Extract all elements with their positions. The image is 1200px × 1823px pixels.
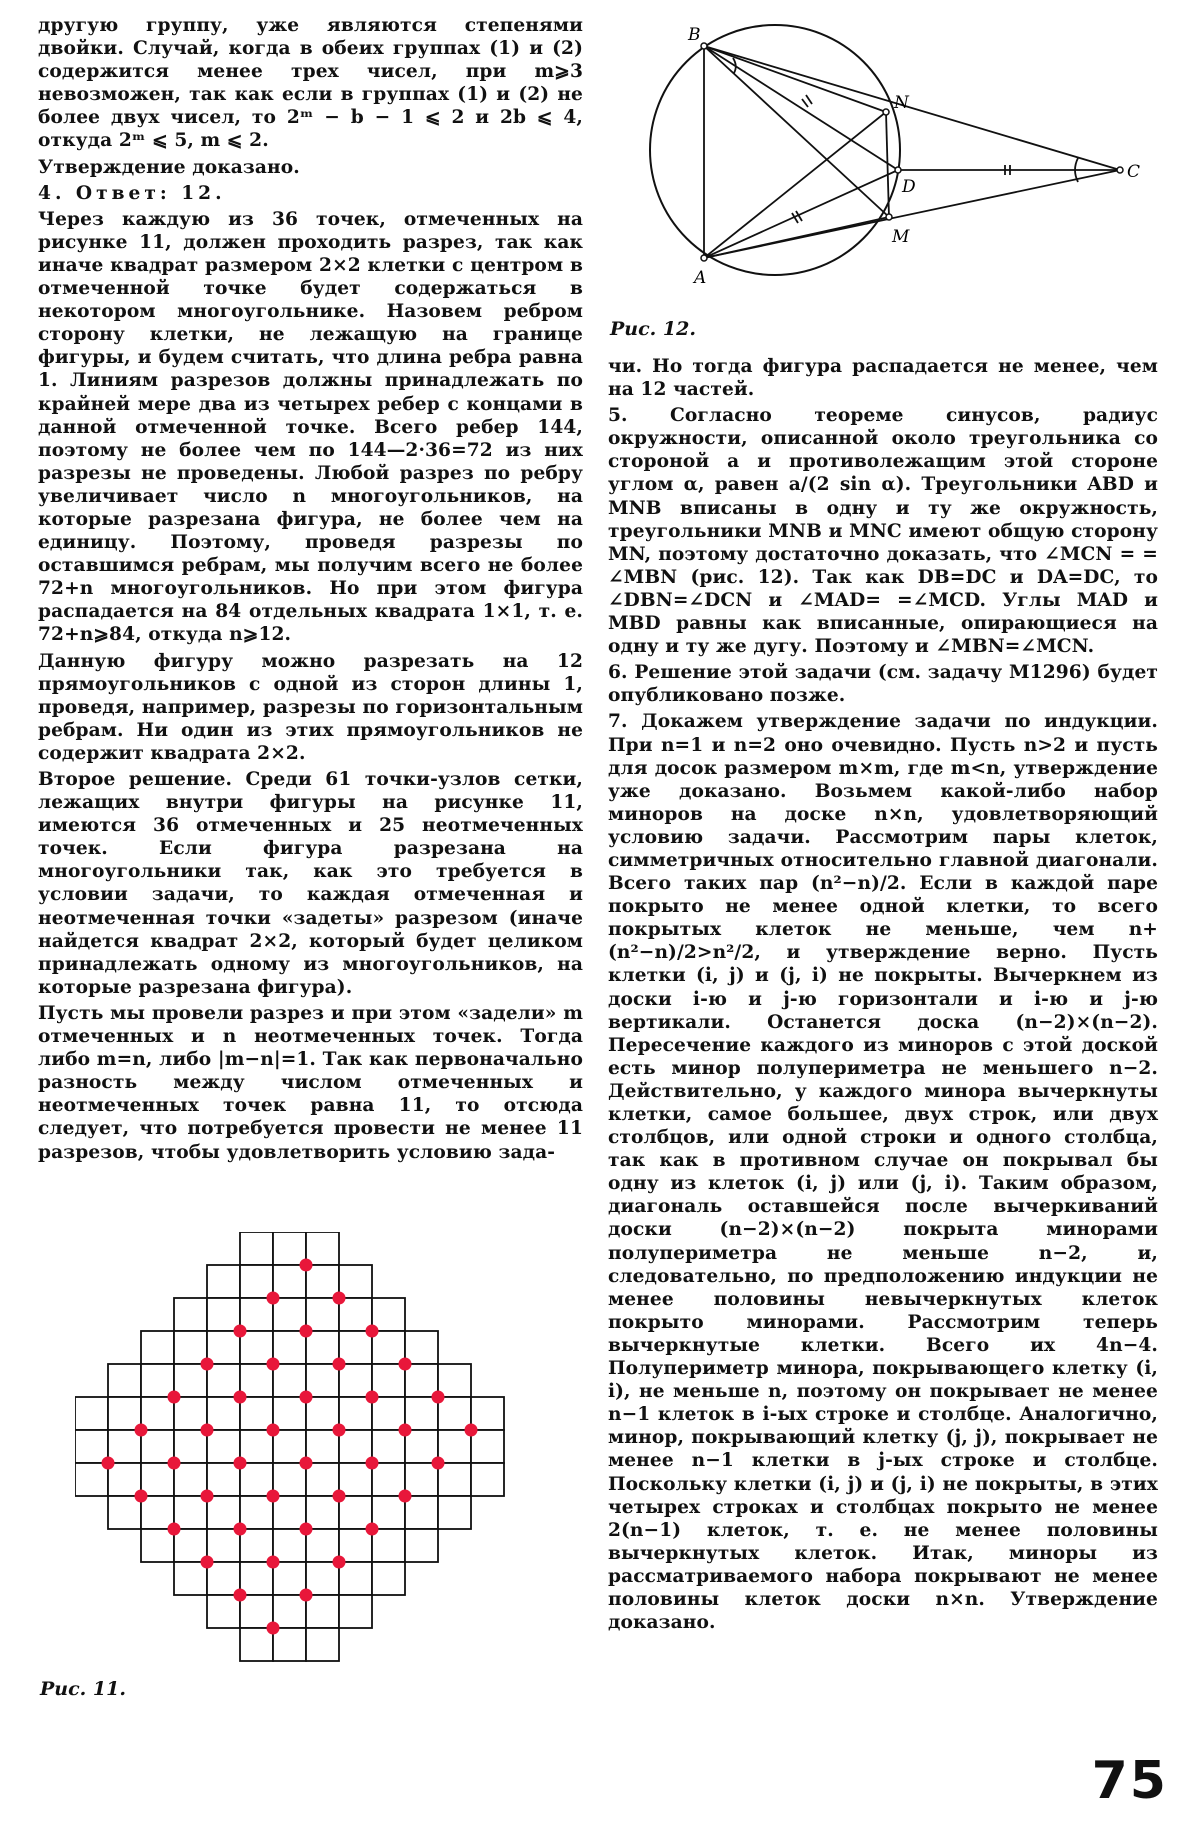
grid-cell (339, 1595, 372, 1628)
grid-cell (471, 1430, 504, 1463)
grid-cell (141, 1463, 174, 1496)
figure-12-caption: Рис. 12. (610, 318, 696, 340)
label-c: C (1127, 162, 1141, 182)
grid-cell (207, 1397, 240, 1430)
grid-cell (240, 1463, 273, 1496)
marked-point (168, 1523, 181, 1536)
left-column (38, 14, 583, 1164)
marked-point (168, 1457, 181, 1470)
right-column (608, 355, 1158, 1634)
marked-point (366, 1325, 379, 1338)
grid-cell (273, 1298, 306, 1331)
grid-cell (207, 1562, 240, 1595)
point-b (701, 43, 707, 49)
point-n (883, 109, 889, 115)
marked-point (267, 1292, 280, 1305)
grid-cell (174, 1430, 207, 1463)
grid-cell (141, 1397, 174, 1430)
point-c (1117, 167, 1123, 173)
grid-cell (273, 1397, 306, 1430)
grid-cell (372, 1430, 405, 1463)
marked-point (399, 1358, 412, 1371)
marked-point (300, 1589, 313, 1602)
grid-cell (273, 1562, 306, 1595)
grid-cell (174, 1562, 207, 1595)
grid-cell (207, 1364, 240, 1397)
figure-12 (610, 20, 1170, 320)
grid-cell (405, 1463, 438, 1496)
grid-cell (240, 1562, 273, 1595)
grid-cell (174, 1463, 207, 1496)
point-m (886, 214, 892, 220)
grid-cell (207, 1265, 240, 1298)
label-a: A (694, 268, 707, 288)
segment-bd (704, 46, 898, 170)
grid-cell (306, 1331, 339, 1364)
grid-cell (273, 1364, 306, 1397)
label-b: B (688, 25, 701, 45)
grid-cell (75, 1463, 108, 1496)
marked-point (267, 1424, 280, 1437)
grid-cell (438, 1496, 471, 1529)
grid-cell (108, 1397, 141, 1430)
marked-point (333, 1358, 346, 1371)
grid-cell (141, 1430, 174, 1463)
marked-point (201, 1556, 214, 1569)
grid-cell (240, 1364, 273, 1397)
grid-cell (273, 1463, 306, 1496)
grid-cell (306, 1463, 339, 1496)
grid-cell (471, 1397, 504, 1430)
tick-bd (802, 99, 808, 107)
grid-cell (306, 1529, 339, 1562)
grid-cell (273, 1529, 306, 1562)
marked-point (366, 1391, 379, 1404)
grid-cell (372, 1331, 405, 1364)
grid-cell (240, 1331, 273, 1364)
grid-cell (438, 1463, 471, 1496)
grid-cell (240, 1265, 273, 1298)
grid-cell (339, 1430, 372, 1463)
marked-point (267, 1490, 280, 1503)
grid-cell (141, 1364, 174, 1397)
marked-point (300, 1325, 313, 1338)
grid-cell (405, 1496, 438, 1529)
paragraph: 6. Решение этой задачи (см. задачу М1296) будет опубликовано позже. (608, 662, 1158, 707)
grid-cell (372, 1364, 405, 1397)
grid-cell (273, 1430, 306, 1463)
grid-cell (306, 1298, 339, 1331)
grid-cell (405, 1529, 438, 1562)
grid-cell (174, 1331, 207, 1364)
grid-cell (306, 1397, 339, 1430)
marked-point (234, 1391, 247, 1404)
grid-cell (174, 1364, 207, 1397)
label-m: M (892, 227, 910, 247)
grid-cell (108, 1430, 141, 1463)
grid-cell (405, 1331, 438, 1364)
grid-cell (372, 1463, 405, 1496)
marked-point (333, 1292, 346, 1305)
grid-cell (339, 1463, 372, 1496)
grid-cell (108, 1364, 141, 1397)
paragraph: Данную фигуру можно разрезать на 12 прямоугольников с одной из сторон длины 1, проведя, например, разрезы по горизонтальным ребрам. Ни один из этих прямоугольников не содержит квадрата 2×2. (38, 650, 583, 764)
grid-cell (240, 1595, 273, 1628)
grid-cell (240, 1430, 273, 1463)
marked-point (432, 1391, 445, 1404)
marked-point (102, 1457, 115, 1470)
grid-cell (339, 1529, 372, 1562)
grid-cell (273, 1628, 306, 1661)
paragraph: Пусть мы провели разрез и при этом «задели» m отмеченных и n неотмеченных точек. Тогда либо m=n, либо |m−n|=1. Так как первоначально разность между числом отмеченных и неотмеченных точек равна 11, то отсюда следует, что потребуется провести не менее 11 разрезов, чтобы удовлетворить условию зада- (38, 1002, 583, 1163)
figure-12-lines (704, 46, 1120, 258)
grid-cell (339, 1562, 372, 1595)
grid-cell (240, 1397, 273, 1430)
grid-cell (240, 1232, 273, 1265)
grid-cell (372, 1529, 405, 1562)
marked-point (267, 1358, 280, 1371)
grid-cell (405, 1397, 438, 1430)
answer-heading: 4. Ответ: 12. (38, 182, 226, 204)
grid-cell (339, 1364, 372, 1397)
point-d (895, 167, 901, 173)
circumcircle (650, 25, 900, 275)
marked-point (300, 1457, 313, 1470)
marked-point (267, 1556, 280, 1569)
segment-an (704, 112, 886, 258)
paragraph: другую группу, уже являются степенями двойки. Случай, когда в обеих группах (1) и (2) содержится менее трех чисел, при m⩾3 невозможен, так как если в группах (1) и (2) не более двух чисел, то 2ᵐ − b − 1 ⩽ 2 и 2b ⩽ 4, откуда 2ᵐ ⩽ 5, m ⩽ 2. (38, 15, 583, 152)
grid-cell (207, 1595, 240, 1628)
grid-cell (207, 1430, 240, 1463)
marked-point (399, 1424, 412, 1437)
label-d: D (902, 177, 916, 197)
marked-point (300, 1391, 313, 1404)
grid-cell (438, 1430, 471, 1463)
grid-cell (273, 1265, 306, 1298)
grid-cell (372, 1496, 405, 1529)
grid-cell (438, 1364, 471, 1397)
marked-point (234, 1523, 247, 1536)
grid-cells (75, 1232, 504, 1661)
grid-cell (306, 1232, 339, 1265)
grid-cell (174, 1397, 207, 1430)
marked-point (168, 1391, 181, 1404)
grid-cell (273, 1595, 306, 1628)
grid-cell (141, 1529, 174, 1562)
grid-cell (75, 1397, 108, 1430)
marked-point (399, 1490, 412, 1503)
segment-bc (704, 46, 1120, 170)
paragraph: Через каждую из 36 точек, отмеченных на рисунке 11, должен проходить разрез, так как иначе квадрат размером 2×2 клетки с центром в отмеченной точке будет содержаться в некотором многоугольнике. Назовем ребром сторону клетки, не лежащую на границе фигуры, и будем считать, что длина ребра равна 1. Линиям разрезов должны принадлежать по крайней мере два из четырех ребер с концами в данной отмеченной точке. Всего ребер 144, поэтому не более чем по 144—2·36=72 из них разрезы не проведены. Любой разрез по ребру увеличивает число n многоугольников, на которые разрезана фигура, не более чем на единицу. Поэтому, проведя разрезы по оставшимся ребрам, мы получим всего не более 72+n многоугольников. Но при этом фигура распадается на 84 отдельных квадрата 1×1, т. е. 72+n⩾84, откуда n⩾12. (38, 208, 583, 646)
figure-11-caption: Рис. 11. (40, 1678, 126, 1700)
grid-cell (339, 1331, 372, 1364)
grid-cell (306, 1364, 339, 1397)
grid-cell (306, 1430, 339, 1463)
label-n: N (894, 93, 909, 113)
grid-cell (372, 1562, 405, 1595)
grid-cell (438, 1397, 471, 1430)
grid-cell (207, 1463, 240, 1496)
grid-cell (372, 1397, 405, 1430)
grid-cell (405, 1364, 438, 1397)
marked-point (234, 1589, 247, 1602)
grid-cell (174, 1496, 207, 1529)
marked-point (366, 1457, 379, 1470)
marked-point (234, 1325, 247, 1338)
marked-point (267, 1622, 280, 1635)
grid-cell (240, 1298, 273, 1331)
marked-point (201, 1490, 214, 1503)
grid-cell (240, 1496, 273, 1529)
marked-point (135, 1490, 148, 1503)
marked-point (201, 1358, 214, 1371)
figure-11 (75, 1232, 515, 1672)
point-a (701, 255, 707, 261)
grid-cell (174, 1529, 207, 1562)
marked-point (135, 1424, 148, 1437)
marked-point (201, 1424, 214, 1437)
paragraph: 5. Согласно теореме синусов, радиус окружности, описанной около треугольника со стороной a и противолежащим этой стороне углом α, равен a/(2 sin α). Треугольники ABD и MNB вписаны в одну и ту же окружность, треугольники MNB и MNC имеют общую сторону MN, поэтому достаточно доказать, что ∠MCN = = ∠MBN (рис. 12). Так как DB=DC и DA=DC, то ∠DBN=∠DCN и ∠MAD= =∠MCD. Углы MAD и MBD равны как вписанные, опирающиеся на одну и ту же дугу. Поэтому и ∠MBN=∠MCN. (608, 405, 1158, 658)
grid-cell (339, 1397, 372, 1430)
grid-cell (339, 1265, 372, 1298)
paragraph: Утверждение доказано. (38, 156, 300, 178)
grid-cell (306, 1628, 339, 1661)
grid-cell (339, 1298, 372, 1331)
grid-cell (174, 1298, 207, 1331)
grid-cell (273, 1331, 306, 1364)
marked-point (333, 1424, 346, 1437)
segment-ad (704, 170, 898, 258)
marked-point (333, 1556, 346, 1569)
grid-cell (306, 1595, 339, 1628)
grid-cell (306, 1265, 339, 1298)
tick-bd (806, 95, 812, 104)
grid-cell (240, 1628, 273, 1661)
marked-point (234, 1457, 247, 1470)
grid-cell (207, 1298, 240, 1331)
grid-cell (207, 1331, 240, 1364)
grid-cell (207, 1496, 240, 1529)
grid-cell (75, 1430, 108, 1463)
marked-point (300, 1523, 313, 1536)
marked-point (333, 1490, 346, 1503)
grid-cell (141, 1496, 174, 1529)
marked-point (300, 1259, 313, 1272)
grid-cell (306, 1496, 339, 1529)
grid-cell (471, 1463, 504, 1496)
grid-cell (405, 1430, 438, 1463)
grid-cell (108, 1463, 141, 1496)
grid-cell (207, 1529, 240, 1562)
marked-point (366, 1523, 379, 1536)
grid-cell (141, 1331, 174, 1364)
grid-cell (273, 1496, 306, 1529)
grid-cell (339, 1496, 372, 1529)
marked-point (465, 1424, 478, 1437)
paragraph: Второе решение. Среди 61 точки-узлов сетки, лежащих внутри фигуры на рисунке 11, имеются 36 отмеченных и 25 неотмеченных точек. Если фигура разрезана на многоугольники так, как это требуется в условии задачи, то каждая отмеченная и неотмеченная точки «задеты» разрезом (иначе найдется квадрат 2×2, который будет целиком принадлежать одному из многоугольников, на которые разрезана фигура). (38, 769, 583, 998)
page-number: 75 (1091, 1751, 1168, 1811)
grid-cell (372, 1298, 405, 1331)
segment-am (704, 217, 889, 258)
grid-cell (273, 1232, 306, 1265)
paragraph: 7. Докажем утверждение задачи по индукции. При n=1 и n=2 оно очевидно. Пусть n>2 и пусть для досок размером m×m, где m<n, утверждение уже доказано. Возьмем какой-либо набор миноров на доске n×n, удовлетворяющий условию задачи. Рассмотрим пары клеток, симметричных относительно главной диагонали. Всего таких пар (n²−n)/2. Если в каждой паре покрыто не менее одной клетки, то всего покрытых клеток не меньше, чем n+(n²−n)/2>n²/2, и утверждение верно. Пусть клетки (i, j) и (j, i) не покрыты. Вычеркнем из доски i-ю и j-ю горизонтали и i-ю и j-ю вертикали. Останется доска (n−2)×(n−2). Пересечение каждого из миноров с этой доской есть минор полупериметра не меньшего n−2. Действительно, у каждого минора вычеркнуты клетки, самое большее, двух строк, или двух столбцов, или одной строки и одного столбца, так как в противном случае он покрывал бы одну из клеток (i, j) или (j, i). Таким образом, диагональ оставшейся после вычеркиваний доски (n−2)×(n−2) покрыта минорами полупериметра не меньше n−2, и, следовательно, по предположению индукции не менее половины невычеркнутых клеток покрыто минорами. Рассмотрим теперь вычеркнутые клетки. Всего их 4n−4. Полупериметр минора, покрывающего клетку (i, i), не меньше n, поэтому он покрывает не менее n−1 клеток в i-ых строке и столбце. Аналогично, минор, покрывающий клетку (j, j), покрывает не менее n−1 клетки в j-ых строке и столбце. Поскольку клетки (i, j) и (j, i) не покрыты, в этих четырех строках и столбцах покрыто не менее 2(n−1) клеток, т. е. не менее половины вычеркнутых клеток. Итак, миноры из рассматриваемого набора покрывают не менее половины клеток доски n×n. Утверждение доказано. (608, 711, 1158, 1634)
paragraph: чи. Но тогда фигура распадается не менее, чем на 12 частей. (608, 356, 1158, 401)
grid-cell (306, 1562, 339, 1595)
marked-point (432, 1457, 445, 1470)
grid-cell (108, 1496, 141, 1529)
grid-cell (240, 1529, 273, 1562)
